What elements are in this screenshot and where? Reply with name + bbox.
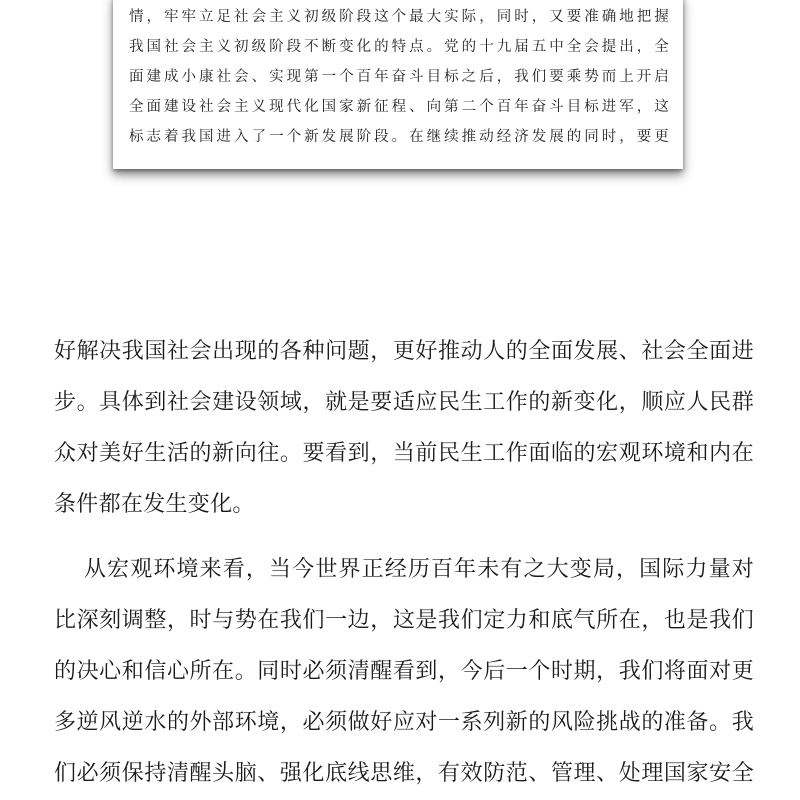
text-line: 的决心和信心所在。同时必须清醒看到，今后一个时期，我们将面对更 bbox=[54, 659, 754, 684]
preview-line: 我国社会主义初级阶段不断变化的特点。党的十九届五中全会提出，全 bbox=[129, 39, 669, 55]
preview-line: 情，牢牢立足社会主义初级阶段这个最大实际，同时，又要准确地把握 bbox=[129, 9, 669, 25]
text-line: 们必须保持清醒头脑、强化底线思维，有效防范、管理、处理国家安全 bbox=[54, 761, 754, 786]
text-line: 众对美好生活的新向往。要看到，当前民生工作面临的宏观环境和内在 bbox=[54, 441, 754, 466]
preview-line: 标志着我国进入了一个新发展阶段。在继续推动经济发展的同时，要更 bbox=[129, 129, 669, 145]
text-line: 比深刻调整，时与势在我们一边，这是我们定力和底气所在，也是我们 bbox=[54, 608, 754, 633]
quoted-text-card bbox=[113, 0, 683, 169]
text-line: 好解决我国社会出现的各种问题，更好推动人的全面发展、社会全面进 bbox=[54, 339, 754, 364]
text-line: 多逆风逆水的外部环境，必须做好应对一系列新的风险挑战的准备。我 bbox=[54, 710, 754, 735]
article-body bbox=[54, 326, 754, 799]
preview-line: 全面建设社会主义现代化国家新征程、向第二个百年奋斗目标进军，这 bbox=[129, 99, 669, 115]
text-line: 条件都在发生变化。 bbox=[54, 492, 255, 517]
paragraph-1 bbox=[54, 326, 754, 530]
text-line: 步。具体到社会建设领域，就是要适应民生工作的新变化，顺应人民群 bbox=[54, 390, 754, 415]
text-line: 从宏观环境来看，当今世界正经历百年未有之大变局，国际力量对 bbox=[84, 557, 754, 582]
preview-line: 面建成小康社会、实现第一个百年奋斗目标之后，我们要乘势而上开启 bbox=[129, 69, 669, 85]
paragraph-2 bbox=[54, 544, 754, 799]
